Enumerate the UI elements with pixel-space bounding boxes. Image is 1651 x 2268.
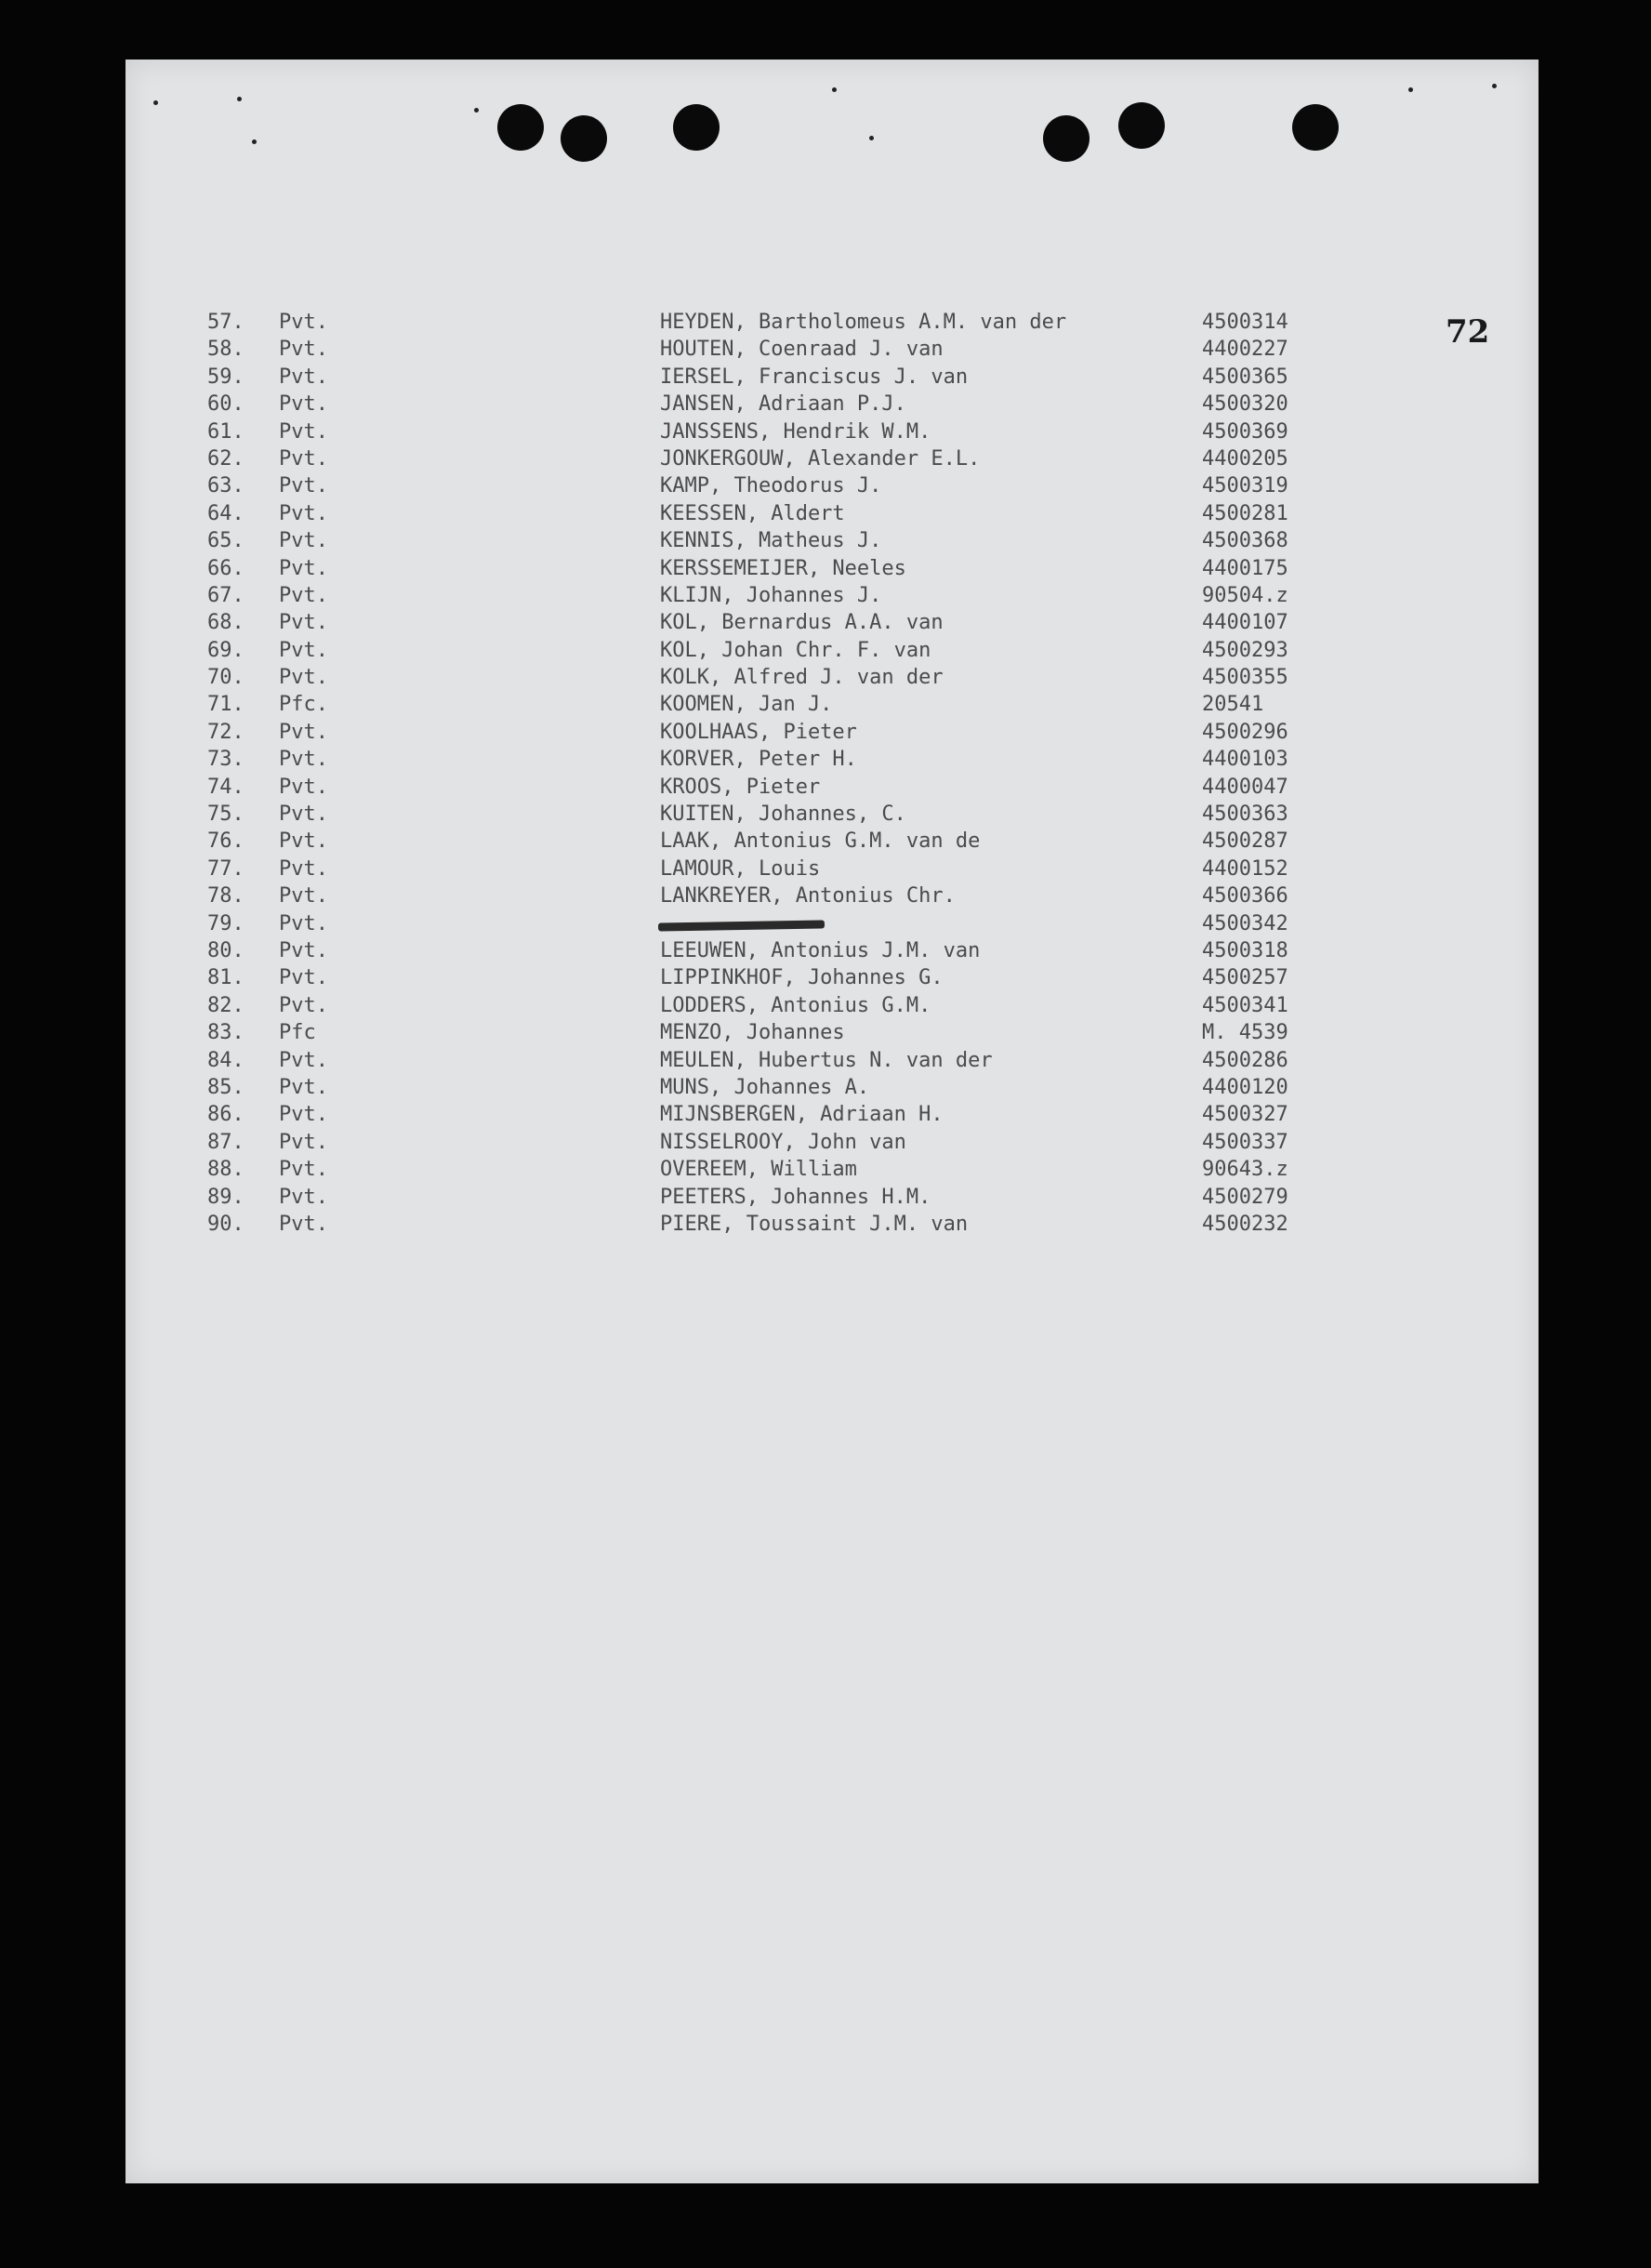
roster-row [125,555,1539,582]
entry-serial: 4500365 [1202,365,1288,389]
entry-name: KOL, Johan Chr. F. van [660,638,931,662]
entry-rank: Pfc [279,1021,316,1045]
entry-serial: 4500279 [1202,1185,1288,1209]
entry-rank: Pvt. [279,638,328,662]
entry-rank: Pvt. [279,1185,328,1209]
entry-rank: Pvt. [279,748,328,772]
entry-rank: Pvt. [279,1048,328,1072]
entry-serial: 4500368 [1202,529,1288,553]
entry-name: JANSSENS, Hendrik W.M. [660,419,931,444]
roster-list [125,309,1539,1238]
entry-name: JONKERGOUW, Alexander E.L. [660,446,981,471]
roster-row [125,1074,1539,1101]
roster-row [125,801,1539,828]
entry-name: LODDERS, Antonius G.M. [660,993,931,1017]
entry-rank: Pvt. [279,446,328,471]
entry-serial: 4500318 [1202,938,1288,962]
entry-serial: 4400227 [1202,338,1288,362]
roster-row [125,637,1539,664]
roster-row [125,774,1539,801]
roster-row [125,964,1539,991]
entry-serial: 4500286 [1202,1048,1288,1072]
entry-serial: 90504.z [1202,583,1288,607]
entry-serial: 4400152 [1202,856,1288,881]
entry-number: 62. [207,446,244,471]
roster-row [125,1184,1539,1211]
entry-name: KERSSEMEIJER, Neeles [660,556,906,580]
entry-number: 57. [207,311,244,334]
entry-number: 75. [207,802,244,827]
entry-name: KOOLHAAS, Pieter [660,720,857,744]
entry-number: 74. [207,775,244,799]
entry-name: LANKREYER, Antonius Chr. [660,884,956,909]
entry-number: 60. [207,392,244,417]
entry-rank: Pvt. [279,829,328,854]
entry-number: 90. [207,1212,244,1236]
roster-row [125,472,1539,499]
entry-number: 59. [207,365,244,389]
entry-serial: 4400107 [1202,611,1288,635]
roster-row [125,691,1539,718]
entry-rank: Pvt. [279,338,328,362]
entry-number: 63. [207,474,244,498]
roster-row [125,937,1539,964]
entry-rank: Pvt. [279,911,328,935]
roster-row [125,1156,1539,1183]
entry-number: 80. [207,938,244,962]
entry-name-struck-out [660,910,823,937]
entry-rank: Pvt. [279,1075,328,1099]
entry-serial: 4500355 [1202,666,1288,690]
entry-rank: Pvt. [279,529,328,553]
entry-serial: 4400205 [1202,446,1288,471]
entry-name: KENNIS, Matheus J. [660,529,882,553]
entry-rank: Pvt. [279,884,328,909]
entry-serial: 4500320 [1202,392,1288,417]
entry-name: MENZO, Johannes [660,1021,845,1045]
entry-name: MUNS, Johannes A. [660,1075,870,1099]
entry-rank: Pvt. [279,966,328,990]
entry-name: HEYDEN, Bartholomeus A.M. van der [660,311,1067,334]
roster-row [125,1101,1539,1128]
entry-number: 82. [207,993,244,1017]
entry-name: LAMOUR, Louis [660,856,821,881]
entry-rank: Pvt. [279,1158,328,1182]
entry-rank: Pvt. [279,419,328,444]
entry-number: 61. [207,419,244,444]
roster-row [125,336,1539,363]
entry-name: HOUTEN, Coenraad J. van [660,338,944,362]
entry-serial: 4500314 [1202,311,1288,334]
roster-row [125,910,1539,937]
roster-row [125,828,1539,855]
entry-serial: 4500257 [1202,966,1288,990]
roster-row [125,582,1539,609]
entry-number: 79. [207,911,244,935]
entry-number: 81. [207,966,244,990]
entry-rank: Pvt. [279,1212,328,1236]
entry-name: KROOS, Pieter [660,775,821,799]
entry-name: KLIJN, Johannes J. [660,583,882,607]
entry-rank: Pvt. [279,311,328,334]
entry-serial: 4500342 [1202,911,1288,935]
entry-rank: Pvt. [279,666,328,690]
entry-name: NISSELROOY, John van [660,1130,906,1154]
page-number: 72 [1446,313,1490,351]
entry-rank: Pvt. [279,720,328,744]
entry-number: 77. [207,856,244,881]
entry-serial: 4500341 [1202,993,1288,1017]
entry-rank: Pvt. [279,938,328,962]
roster-row [125,992,1539,1019]
entry-serial: 90643.z [1202,1158,1288,1182]
entry-rank: Pvt. [279,501,328,525]
entry-name: OVEREEM, William [660,1158,857,1182]
entry-serial: 4500319 [1202,474,1288,498]
entry-serial: 4400120 [1202,1075,1288,1099]
roster-row [125,719,1539,746]
roster-row [125,1047,1539,1074]
entry-serial: 4400103 [1202,748,1288,772]
entry-number: 66. [207,556,244,580]
entry-name: LIPPINKHOF, Johannes G. [660,966,944,990]
roster-row [125,746,1539,773]
entry-name: KORVER, Peter H. [660,748,857,772]
entry-number: 83. [207,1021,244,1045]
entry-rank: Pvt. [279,583,328,607]
roster-row [125,1019,1539,1046]
entry-rank: Pvt. [279,392,328,417]
entry-name: KOLK, Alfred J. van der [660,666,944,690]
entry-serial: M. 4539 [1202,1021,1288,1045]
entry-rank: Pvt. [279,1103,328,1127]
entry-number: 64. [207,501,244,525]
entry-rank: Pvt. [279,365,328,389]
entry-serial: 4500293 [1202,638,1288,662]
roster-row [125,500,1539,527]
entry-serial: 4500296 [1202,720,1288,744]
entry-name: PIERE, Toussaint J.M. van [660,1212,969,1236]
entry-rank: Pvt. [279,802,328,827]
roster-row [125,664,1539,691]
entry-serial: 4500327 [1202,1103,1288,1127]
entry-serial: 4500369 [1202,419,1288,444]
entry-serial: 20541 [1202,693,1264,717]
entry-number: 73. [207,748,244,772]
entry-rank: Pvt. [279,856,328,881]
entry-name: JANSEN, Adriaan P.J. [660,392,906,417]
entry-serial: 4500287 [1202,829,1288,854]
entry-name: KAMP, Theodorus J. [660,474,882,498]
entry-number: 78. [207,884,244,909]
entry-rank: Pvt. [279,611,328,635]
entry-serial: 4500363 [1202,802,1288,827]
entry-number: 86. [207,1103,244,1127]
roster-row [125,609,1539,636]
entry-rank: Pvt. [279,1130,328,1154]
entry-name: MIJNSBERGEN, Adriaan H. [660,1103,944,1127]
entry-number: 70. [207,666,244,690]
roster-row [125,1129,1539,1156]
entry-name: LEEUWEN, Antonius J.M. van [660,938,981,962]
entry-serial: 4400175 [1202,556,1288,580]
entry-serial: 4500232 [1202,1212,1288,1236]
roster-row [125,882,1539,909]
entry-rank: Pvt. [279,993,328,1017]
roster-row [125,309,1539,336]
entry-name: KOL, Bernardus A.A. van [660,611,944,635]
entry-name: IERSEL, Franciscus J. van [660,365,969,389]
entry-name: MEULEN, Hubertus N. van der [660,1048,993,1072]
entry-name: PEETERS, Johannes H.M. [660,1185,931,1209]
roster-layer [125,60,1539,2183]
entry-number: 87. [207,1130,244,1154]
entry-number: 88. [207,1158,244,1182]
entry-number: 89. [207,1185,244,1209]
entry-rank: Pfc. [279,693,328,717]
entry-serial: 4500281 [1202,501,1288,525]
entry-number: 65. [207,529,244,553]
entry-serial: 4400047 [1202,775,1288,799]
roster-row [125,391,1539,418]
entry-rank: Pvt. [279,775,328,799]
entry-number: 71. [207,693,244,717]
entry-number: 58. [207,338,244,362]
entry-name: KOOMEN, Jan J. [660,693,833,717]
entry-number: 85. [207,1075,244,1099]
entry-number: 84. [207,1048,244,1072]
entry-serial: 4500337 [1202,1130,1288,1154]
entry-rank: Pvt. [279,556,328,580]
entry-name: LAAK, Antonius G.M. van de [660,829,981,854]
entry-number: 67. [207,583,244,607]
entry-name: KEESSEN, Aldert [660,501,845,525]
roster-row [125,855,1539,882]
entry-rank: Pvt. [279,474,328,498]
entry-name: KUITEN, Johannes, C. [660,802,906,827]
roster-row [125,364,1539,391]
entry-number: 72. [207,720,244,744]
entry-serial: 4500366 [1202,884,1288,909]
entry-number: 68. [207,611,244,635]
entry-number: 76. [207,829,244,854]
roster-row [125,418,1539,445]
roster-row [125,1211,1539,1238]
roster-row [125,527,1539,554]
roster-row [125,445,1539,472]
entry-number: 69. [207,638,244,662]
